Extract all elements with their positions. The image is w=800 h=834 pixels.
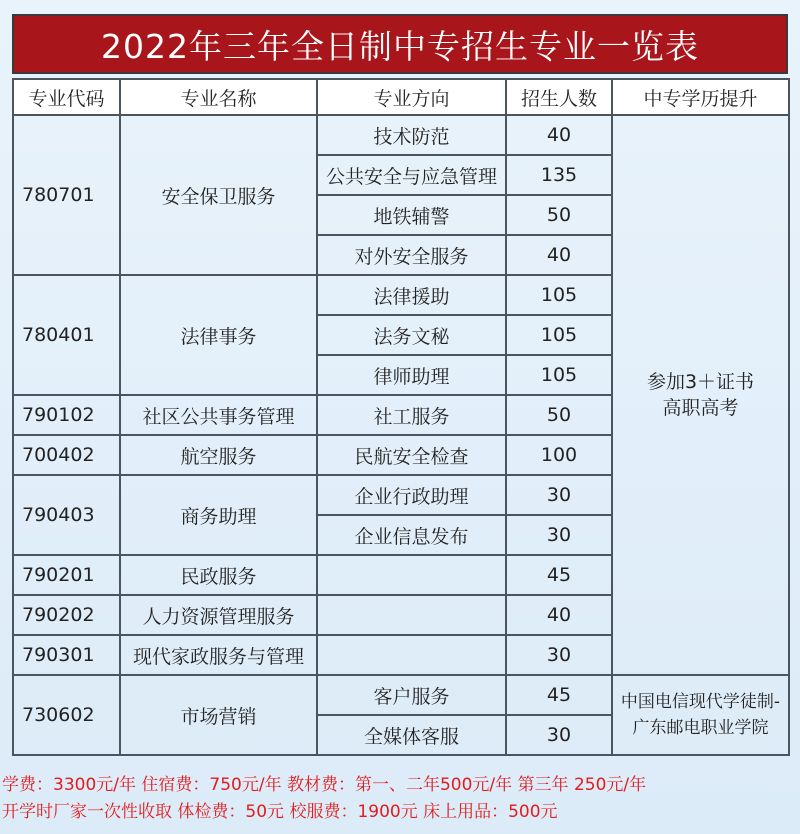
major-direction [317, 595, 506, 635]
major-direction: 社工服务 [317, 395, 506, 435]
header-promotion: 中专学历提升 [612, 79, 789, 115]
header-count: 招生人数 [506, 79, 612, 115]
major-name: 人力资源管理服务 [120, 595, 317, 635]
major-code: 780701 [13, 115, 120, 275]
major-code: 730602 [13, 675, 120, 755]
promotion-cell [612, 675, 789, 755]
major-name: 社区公共事务管理 [120, 395, 317, 435]
promotion-cell [612, 115, 789, 675]
major-name: 商务助理 [120, 475, 317, 555]
promotion-line: 高职高考 [662, 397, 739, 419]
title-banner [12, 14, 788, 74]
major-code: 780401 [13, 275, 120, 395]
major-direction: 对外安全服务 [317, 235, 506, 275]
header-name: 专业名称 [120, 79, 317, 115]
fees-line-2: 开学时厂家一次性收取 体检费：50元 校服费：1900元 床上用品：500元 [2, 802, 558, 822]
major-direction: 民航安全检查 [317, 435, 506, 475]
major-code: 790403 [13, 475, 120, 555]
enrollment-count: 30 [506, 635, 612, 675]
major-code: 790102 [13, 395, 120, 435]
major-direction: 律师助理 [317, 355, 506, 395]
major-name: 安全保卫服务 [120, 115, 317, 275]
enrollment-count: 50 [506, 195, 612, 235]
enrollment-count: 30 [506, 475, 612, 515]
major-direction: 法律援助 [317, 275, 506, 315]
major-direction [317, 635, 506, 675]
enrollment-count: 30 [506, 515, 612, 555]
major-code: 790201 [13, 555, 120, 595]
major-name: 法律事务 [120, 275, 317, 395]
major-direction [317, 555, 506, 595]
major-direction: 地铁辅警 [317, 195, 506, 235]
promotion-line: 参加3＋证书 [646, 371, 755, 393]
header-row [13, 79, 789, 115]
enrollment-count: 30 [506, 715, 612, 755]
enrollment-count: 40 [506, 235, 612, 275]
major-name: 市场营销 [120, 675, 317, 755]
enrollment-count: 40 [506, 595, 612, 635]
major-direction: 技术防范 [317, 115, 506, 155]
enrollment-count: 45 [506, 555, 612, 595]
major-direction: 全媒体客服 [317, 715, 506, 755]
major-code: 700402 [13, 435, 120, 475]
major-name: 现代家政服务与管理 [120, 635, 317, 675]
table-body [13, 115, 789, 755]
major-direction: 企业行政助理 [317, 475, 506, 515]
header-direction: 专业方向 [317, 79, 506, 115]
enrollment-count: 45 [506, 675, 612, 715]
enrollment-count: 40 [506, 115, 612, 155]
header-code: 专业代码 [13, 79, 120, 115]
fees-line-1: 学费：3300元/年 住宿费：750元/年 教材费：第一、二年500元/年 第三年 250元/年 [2, 775, 647, 795]
major-direction: 企业信息发布 [317, 515, 506, 555]
major-direction: 法务文秘 [317, 315, 506, 355]
major-direction: 客户服务 [317, 675, 506, 715]
enrollment-count: 50 [506, 395, 612, 435]
major-direction: 公共安全与应急管理 [317, 155, 506, 195]
major-code: 790202 [13, 595, 120, 635]
promotion-line: 广东邮电职业学院 [632, 718, 769, 738]
enrollment-count: 105 [506, 315, 612, 355]
enrollment-count: 105 [506, 275, 612, 315]
enrollment-count: 105 [506, 355, 612, 395]
enrollment-table [12, 78, 790, 756]
table-row [13, 115, 789, 155]
major-name: 航空服务 [120, 435, 317, 475]
promotion-line: 中国电信现代学徒制- [620, 692, 781, 712]
enrollment-count: 135 [506, 155, 612, 195]
major-name: 民政服务 [120, 555, 317, 595]
major-code: 790301 [13, 635, 120, 675]
enrollment-count: 100 [506, 435, 612, 475]
table-row [13, 675, 789, 715]
page-title: 2022年三年全日制中专招生专业一览表 [101, 26, 699, 66]
